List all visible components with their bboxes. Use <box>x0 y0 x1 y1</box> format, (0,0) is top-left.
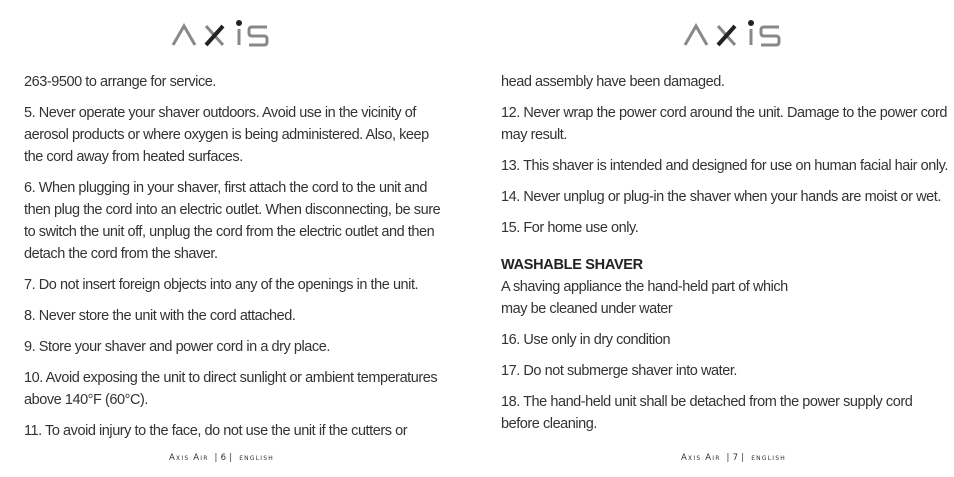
section-description: A shaving appliance the hand-held part of which may be cleaned under water <box>501 279 788 317</box>
page-footer: Axis Air | 7 | english <box>681 453 786 463</box>
right-page-text <box>501 71 949 444</box>
paragraph: 15. For home use only. <box>501 220 639 236</box>
footer-product: Axis Air <box>169 453 209 463</box>
footer-language: english <box>239 453 274 463</box>
right-page <box>477 0 954 477</box>
footer-product: Axis Air <box>681 453 721 463</box>
axis-logo <box>682 19 822 53</box>
page-number: 7 <box>732 453 740 463</box>
paragraph: 6. When plugging in your shaver, first attach the cord to the unit and then plug the cord into an electric outlet. When disconnecting, be sure to switch the unit off, unplug the cord from the electric outlet and then detach the cord from the shaver. <box>24 180 441 262</box>
paragraph: 12. Never wrap the power cord around the unit. Damage to the power cord may result. <box>501 105 948 143</box>
page-footer: Axis Air | 6 | english <box>169 453 274 463</box>
paragraph: 7. Do not insert foreign objects into any of the openings in the unit. <box>24 277 419 293</box>
page-number: 6 <box>220 453 228 463</box>
paragraph: 9. Store your shaver and power cord in a dry place. <box>24 339 330 355</box>
paragraph: head assembly have been damaged. <box>501 74 725 90</box>
section-heading: WASHABLE SHAVER <box>501 257 643 273</box>
left-page-text <box>24 71 444 451</box>
paragraph: 10. Avoid exposing the unit to direct sunlight or ambient temperatures above 140°F (60°C). <box>24 370 438 408</box>
paragraph: 13. This shaver is intended and designed for use on human facial hair only. <box>501 158 948 174</box>
paragraph: 14. Never unplug or plug-in the shaver when your hands are moist or wet. <box>501 189 941 205</box>
paragraph: 11. To avoid injury to the face, do not use the unit if the cutters or <box>24 423 408 439</box>
axis-logo <box>170 19 310 53</box>
paragraph: 17. Do not submerge shaver into water. <box>501 363 737 379</box>
paragraph: 8. Never store the unit with the cord attached. <box>24 308 296 324</box>
paragraph: 16. Use only in dry condition <box>501 332 671 348</box>
paragraph: 263-9500 to arrange for service. <box>24 74 216 90</box>
paragraph: 18. The hand-held unit shall be detached from the power supply cord before cleaning. <box>501 394 913 432</box>
paragraph: 5. Never operate your shaver outdoors. Avoid use in the vicinity of aerosol products or where oxygen is being administered. Also, keep the cord away from heated surfaces. <box>24 105 429 165</box>
footer-language: english <box>751 453 786 463</box>
